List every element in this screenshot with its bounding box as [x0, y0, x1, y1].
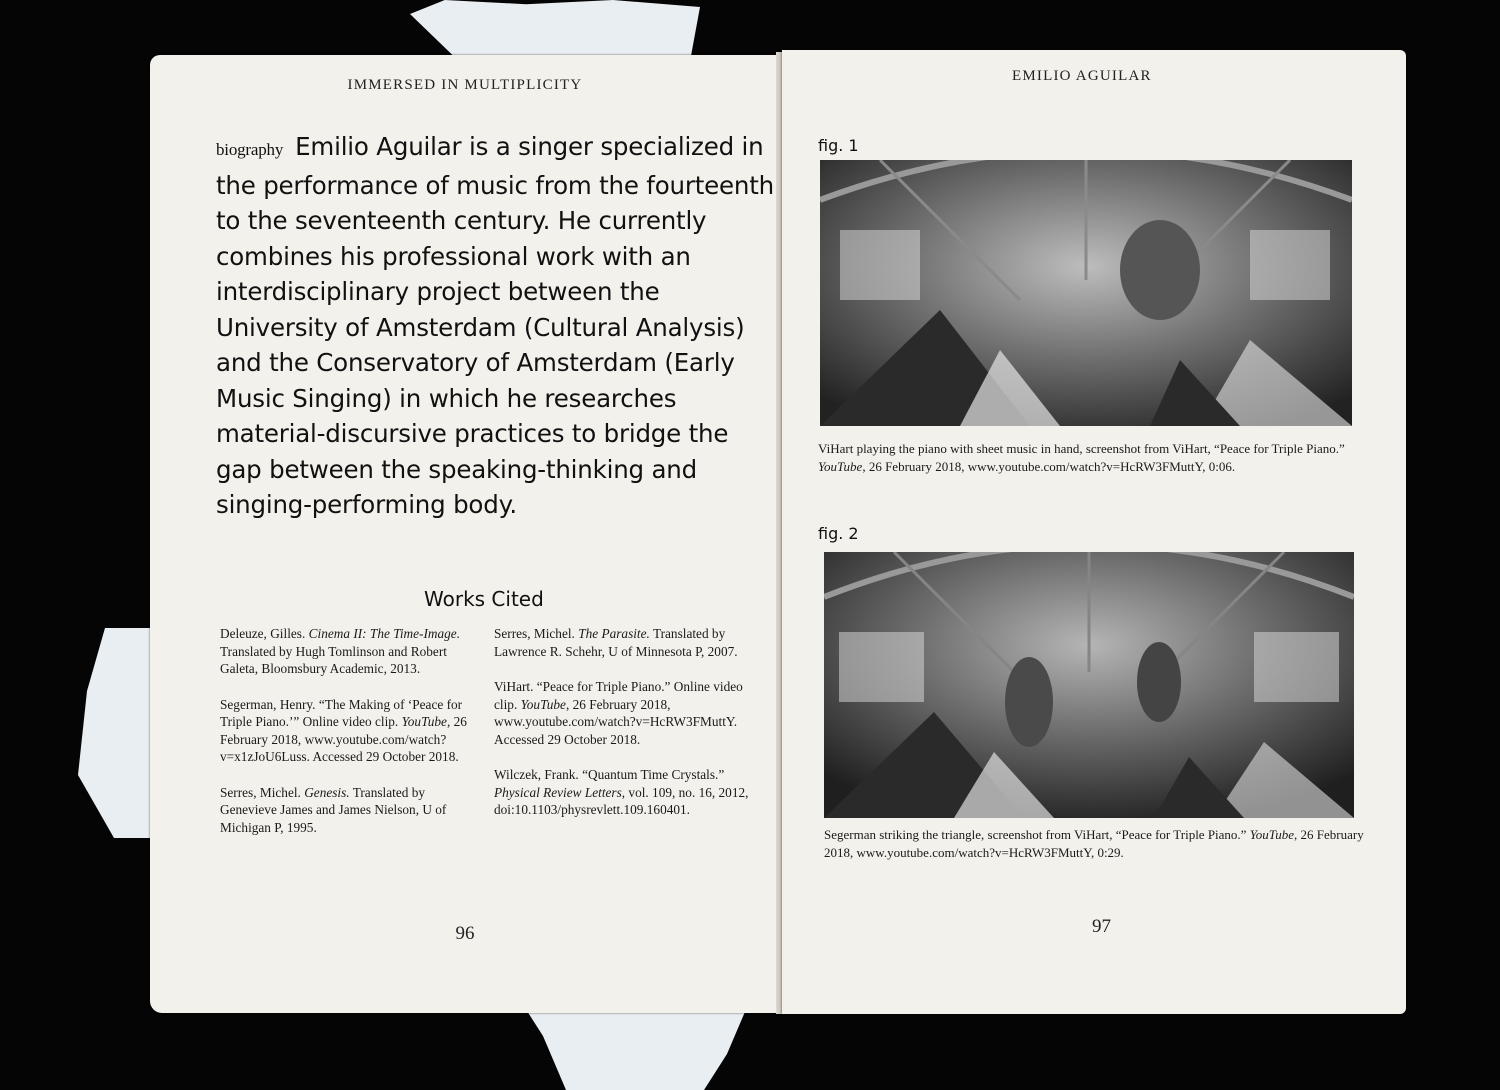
- works-cited-title: Works Cited: [424, 587, 544, 611]
- figure-1-label: fig. 1: [818, 136, 859, 155]
- running-head-left: IMMERSED IN MULTIPLICITY: [347, 77, 583, 93]
- right-page: [782, 50, 1406, 1014]
- running-head-right: EMILIO AGUILAR: [1012, 68, 1152, 84]
- biography-tag: biography: [216, 140, 284, 159]
- reference-entry: Segerman, Henry. “The Making of ‘Peace for Triple Piano.’” Online video clip. YouTube, 26 February 2018, www.youtube.com/watch?v=x1zJoU6Luss. Accessed 29 October 2018.: [220, 696, 467, 764]
- references-column-1: [220, 625, 482, 854]
- reference-entry: Serres, Michel. The Parasite. Translated by Lawrence R. Schehr, U of Minnesota P, 2007.: [494, 626, 738, 659]
- figure-1-caption: ViHart playing the piano with sheet music in hand, screenshot from ViHart, “Peace for Triple Piano.” YouTube, 26 February 2018, www.youtube.com/watch?v=HcRW3FMuttY, 0:06.: [818, 441, 1345, 474]
- reference-entry: Serres, Michel. Genesis. Translated by Genevieve James and James Nielson, U of Michigan P, 1995.: [220, 784, 447, 835]
- figure-1-photo: [820, 160, 1352, 426]
- references-column-2: [494, 625, 760, 837]
- reference-entry: Deleuze, Gilles. Cinema II: The Time-Image. Translated by Hugh Tomlinson and Robert Galeta, Bloomsbury Academic, 2013.: [220, 626, 461, 676]
- figure-2-label: fig. 2: [818, 524, 859, 543]
- paper-scrap-bottom: [520, 1000, 750, 1090]
- reference-entry: Wilczek, Frank. “Quantum Time Crystals.” Physical Review Letters, vol. 109, no. 16, 2012, doi:10.1103/physrevlett.109.160401.: [494, 767, 749, 817]
- figure-2-caption: Segerman striking the triangle, screenshot from ViHart, “Peace for Triple Piano.” YouTube, 26 February 2018, www.youtube.com/watch?v=HcRW3FMuttY, 0:29.: [824, 827, 1364, 860]
- left-page: [150, 55, 780, 1013]
- page-number-left: 96: [455, 923, 475, 944]
- biography-block: [216, 129, 776, 523]
- figure-2-photo: [824, 552, 1354, 818]
- page-number-right: 97: [1092, 916, 1111, 937]
- reference-entry: ViHart. “Peace for Triple Piano.” Online video clip. YouTube, 26 February 2018, www.youtube.com/watch?v=HcRW3FMuttY. Accessed 29 October 2018.: [494, 679, 743, 747]
- biography-text: Emilio Aguilar is a singer specialized in the performance of music from the fourteenth to the seventeenth century. He currently combines his professional work with an interdisciplinary project between the University of Amsterdam (Cultural Analysis) and the Conservatory of Amsterdam (Early Music Singing) in which he researches material-discursive practices to bridge the gap between the speaking-thinking and singing-performing body.: [216, 132, 774, 519]
